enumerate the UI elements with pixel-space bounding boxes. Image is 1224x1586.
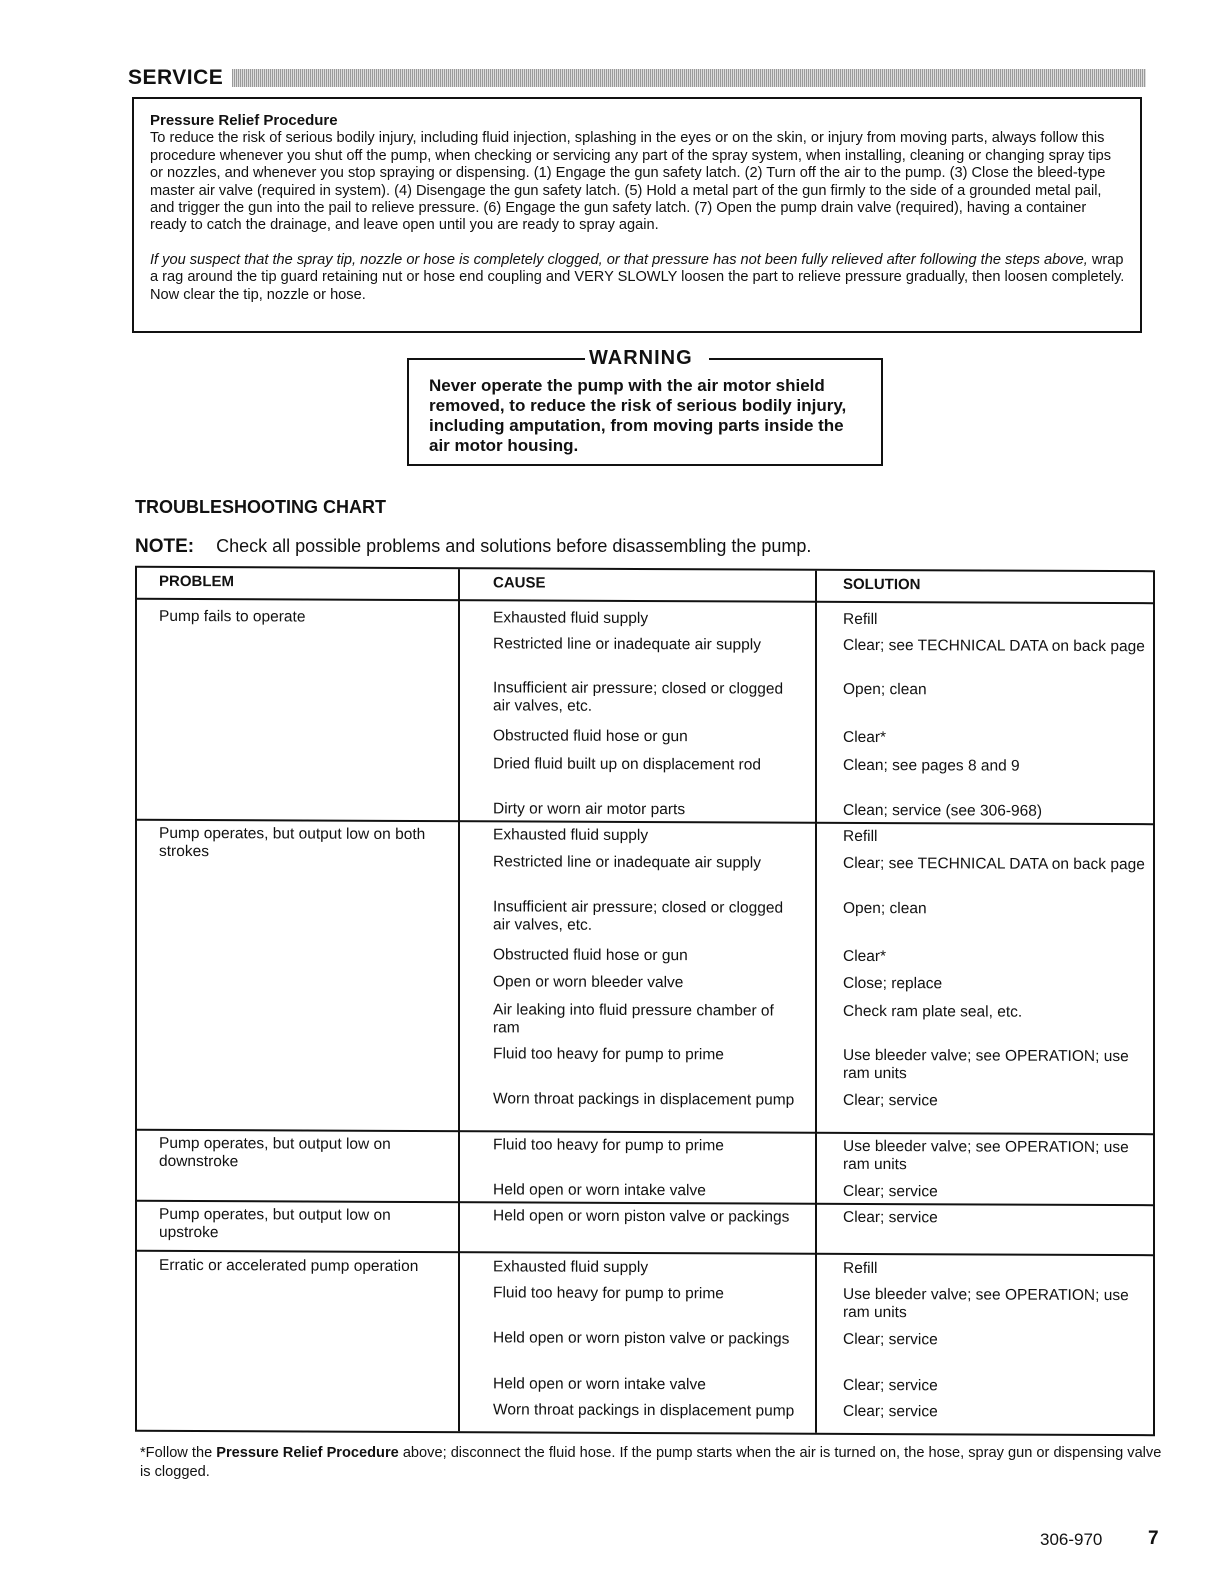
cause-cell: Open or worn bleeder valve: [493, 973, 684, 992]
cause-cell: Held open or worn piston valve or packings: [493, 1207, 790, 1226]
troubleshooting-note: [135, 536, 811, 558]
footnote-prefix: *Follow the: [140, 1445, 217, 1461]
note-label: NOTE:: [135, 536, 195, 557]
problem-cell: Pump operates, but output low on both strokes: [159, 824, 426, 860]
solution-cell: Open; clean: [843, 680, 927, 699]
troubleshooting-table: [135, 566, 1155, 1436]
cause-cell: Exhausted fluid supply: [493, 609, 649, 628]
cause-cell: Worn throat packings in displacement pump: [493, 1401, 795, 1420]
cause-cell: Held open or worn piston valve or packings: [493, 1329, 790, 1348]
cause-cell: Fluid too heavy for pump to prime: [493, 1136, 724, 1155]
note-text: Check all possible problems and solutions before disassembling the pump.: [216, 536, 812, 556]
cause-cell: Restricted line or inadequate air supply: [493, 635, 761, 654]
solution-cell: Clear; service: [843, 1402, 938, 1421]
cause-cell: Held open or worn intake valve: [493, 1375, 706, 1394]
solution-cell: Refill: [843, 827, 878, 846]
pressure-relief-box: [132, 97, 1142, 333]
header-cause: CAUSE: [493, 574, 546, 592]
page-number: 7: [1148, 1528, 1159, 1549]
footnote-rest: above; disconnect the fluid hose. If the pump starts when the air is turned on, the hose, spray gun or dispensing valve is clogged.: [140, 1445, 1162, 1480]
solution-cell: Clear; service: [843, 1376, 938, 1395]
pressure-relief-title: Pressure Relief Procedure: [150, 112, 338, 129]
warning-box: [407, 347, 883, 466]
solution-cell: Use bleeder valve; see OPERATION; use ram units: [843, 1285, 1129, 1321]
cause-cell: Air leaking into fluid pressure chamber of ram: [493, 1001, 774, 1036]
solution-cell: Clear; service: [843, 1091, 938, 1110]
cause-cell: Fluid too heavy for pump to prime: [493, 1045, 724, 1064]
troubleshooting-title: TROUBLESHOOTING CHART: [135, 497, 386, 517]
warning-rule-right: [709, 358, 883, 360]
cause-cell: Restricted line or inadequate air supply: [493, 853, 761, 872]
cause-cell: Exhausted fluid supply: [493, 1258, 649, 1277]
solution-cell: Clear; service: [843, 1182, 938, 1201]
solution-cell: Clear; service: [843, 1208, 938, 1227]
group-divider: [137, 1250, 1153, 1256]
clog-note-rest: wrap a rag around the tip guard retaining nut or hose end coupling and VERY SLOWLY loosen the part to relieve pressure gradually, then loosen completely. Now clear the tip, nozzle or hose.: [150, 251, 1125, 303]
pressure-relief-body: To reduce the risk of serious bodily injury, including fluid injection, splashing in the eyes or on the skin, or injury from moving parts, always follow this procedure whenever you shut off the pump, when checking or servicing any part of the spray system, when installing, cleaning or changing spray tips or nozzles, and whenever you stop spraying or dispensing. (1) Engage the gun safety latch. (2) Turn off the air to the pump. (3) Close the bleed-type master air valve (required in system). (4) Disengage the gun safety latch. (5) Hold a metal part of the gun firmly to the side of a grounded metal pail, and trigger the gun into the pail to relieve pressure. (6) Engage the gun safety latch. (7) Open the pump drain valve (required), having a container ready to catch the drainage, and leave open until you are ready to spray again.: [150, 130, 1112, 234]
cause-cell: Held open or worn intake valve: [493, 1181, 706, 1200]
solution-cell: Clear*: [843, 728, 887, 747]
cause-cell: Insufficient air pressure; closed or clogged air valves, etc.: [493, 679, 784, 715]
warning-text: Never operate the pump with the air motor shield removed, to reduce the risk of serious bodily injury, including amputation, from moving parts inside the air motor housing.: [429, 376, 847, 455]
problem-cell: Pump operates, but output low on downstroke: [159, 1134, 391, 1170]
column-divider-2: [815, 571, 817, 1433]
cause-cell: Insufficient air pressure; closed or clogged air valves, etc.: [493, 898, 784, 934]
problem-cell: Erratic or accelerated pump operation: [159, 1256, 419, 1276]
solution-cell: Use bleeder valve; see OPERATION; use ram units: [843, 1046, 1129, 1082]
clog-note-italic: If you suspect that the spray tip, nozzle or hose is completely clogged, or that pressure has not been fully relieved after following the steps above,: [150, 251, 1088, 268]
document-number: 306-970: [1040, 1530, 1103, 1549]
section-title: SERVICE: [128, 66, 224, 89]
group-divider: [137, 1129, 1153, 1135]
solution-cell: Clear; see TECHNICAL DATA on back page: [843, 854, 1145, 874]
footnote-bold: Pressure Relief Procedure: [216, 1445, 399, 1461]
column-divider-1: [458, 569, 460, 1431]
solution-cell: Clear*: [843, 947, 887, 966]
warning-title: WARNING: [585, 347, 697, 370]
cause-cell: Exhausted fluid supply: [493, 826, 649, 845]
cause-cell: Worn throat packings in displacement pump: [493, 1090, 795, 1109]
cause-cell: Obstructed fluid hose or gun: [493, 946, 688, 965]
solution-cell: Clean; service (see 306-968): [843, 801, 1043, 820]
pressure-relief-clog-note: [150, 252, 1126, 304]
solution-cell: Use bleeder valve; see OPERATION; use ram units: [843, 1137, 1129, 1173]
solution-cell: Refill: [843, 1259, 878, 1278]
solution-cell: Refill: [843, 610, 878, 629]
cause-cell: Dried fluid built up on displacement rod: [493, 755, 761, 774]
cause-cell: Fluid too heavy for pump to prime: [493, 1284, 724, 1303]
solution-cell: Clear; service: [843, 1330, 938, 1349]
section-header-bar: [232, 69, 1146, 87]
solution-cell: Clear; see TECHNICAL DATA on back page: [843, 636, 1145, 656]
solution-cell: Close; replace: [843, 974, 943, 993]
solution-cell: Clean; see pages 8 and 9: [843, 756, 1020, 775]
solution-cell: Check ram plate seal, etc.: [843, 1002, 1023, 1021]
header-problem: PROBLEM: [159, 572, 234, 591]
footnote: [140, 1444, 1170, 1482]
problem-cell: Pump operates, but output low on upstroke: [159, 1205, 391, 1241]
header-solution: SOLUTION: [843, 575, 921, 594]
cause-cell: Obstructed fluid hose or gun: [493, 727, 688, 746]
solution-cell: Open; clean: [843, 899, 927, 918]
cause-cell: Dirty or worn air motor parts: [493, 800, 686, 819]
section-header: [128, 66, 1146, 90]
problem-cell: Pump fails to operate: [159, 607, 306, 626]
warning-rule-left: [407, 358, 589, 360]
